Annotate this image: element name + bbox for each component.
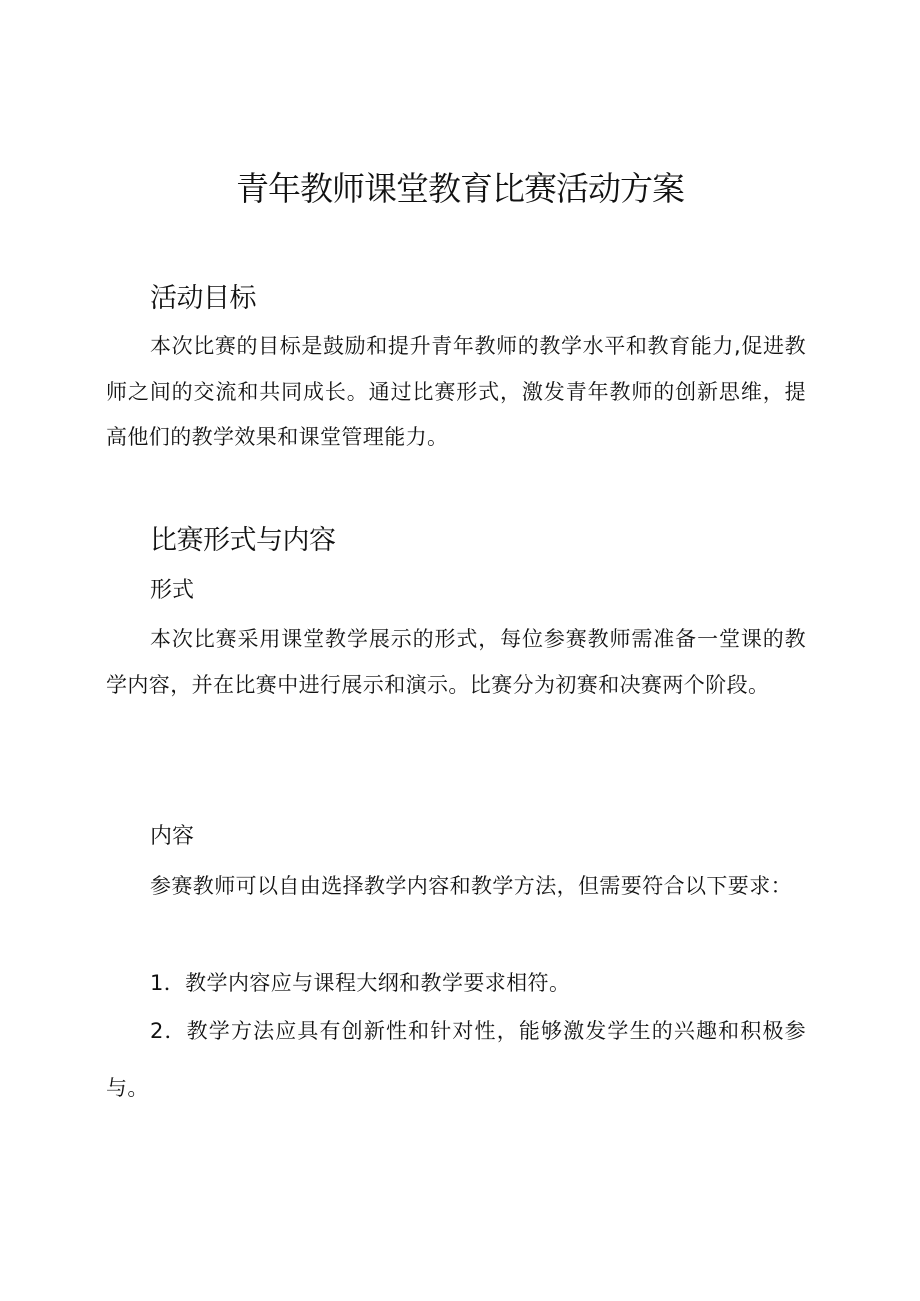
requirement-item-1: 1．教学内容应与课程大纲和教学要求相符。 [150, 971, 571, 995]
format-paragraph: 本次比赛采用课堂教学展示的形式，每位参赛教师需准备一堂课的教学内容，并在比赛中进行展示和演示。比赛分为初赛和决赛两个阶段。 [106, 627, 806, 697]
section-heading-format-content: 比赛形式与内容 [150, 525, 336, 556]
document-title: 青年教师课堂教育比赛活动方案 [236, 169, 684, 208]
section-heading-goals: 活动目标 [150, 283, 256, 314]
goals-paragraph: 本次比赛的目标是鼓励和提升青年教师的教学水平和教育能力,促进教师之间的交流和共同成长。通过比赛形式，激发青年教师的创新思维，提高他们的教学效果和课堂管理能力。 [106, 334, 806, 449]
subsection-heading-content: 内容 [150, 824, 195, 849]
requirement-item-2: 2．教学方法应具有创新性和针对性，能够激发学生的兴趣和积极参与。 [106, 1019, 806, 1100]
content-paragraph: 参赛教师可以自由选择教学内容和教学方法，但需要符合以下要求： [150, 874, 792, 898]
subsection-heading-format: 形式 [150, 578, 195, 603]
